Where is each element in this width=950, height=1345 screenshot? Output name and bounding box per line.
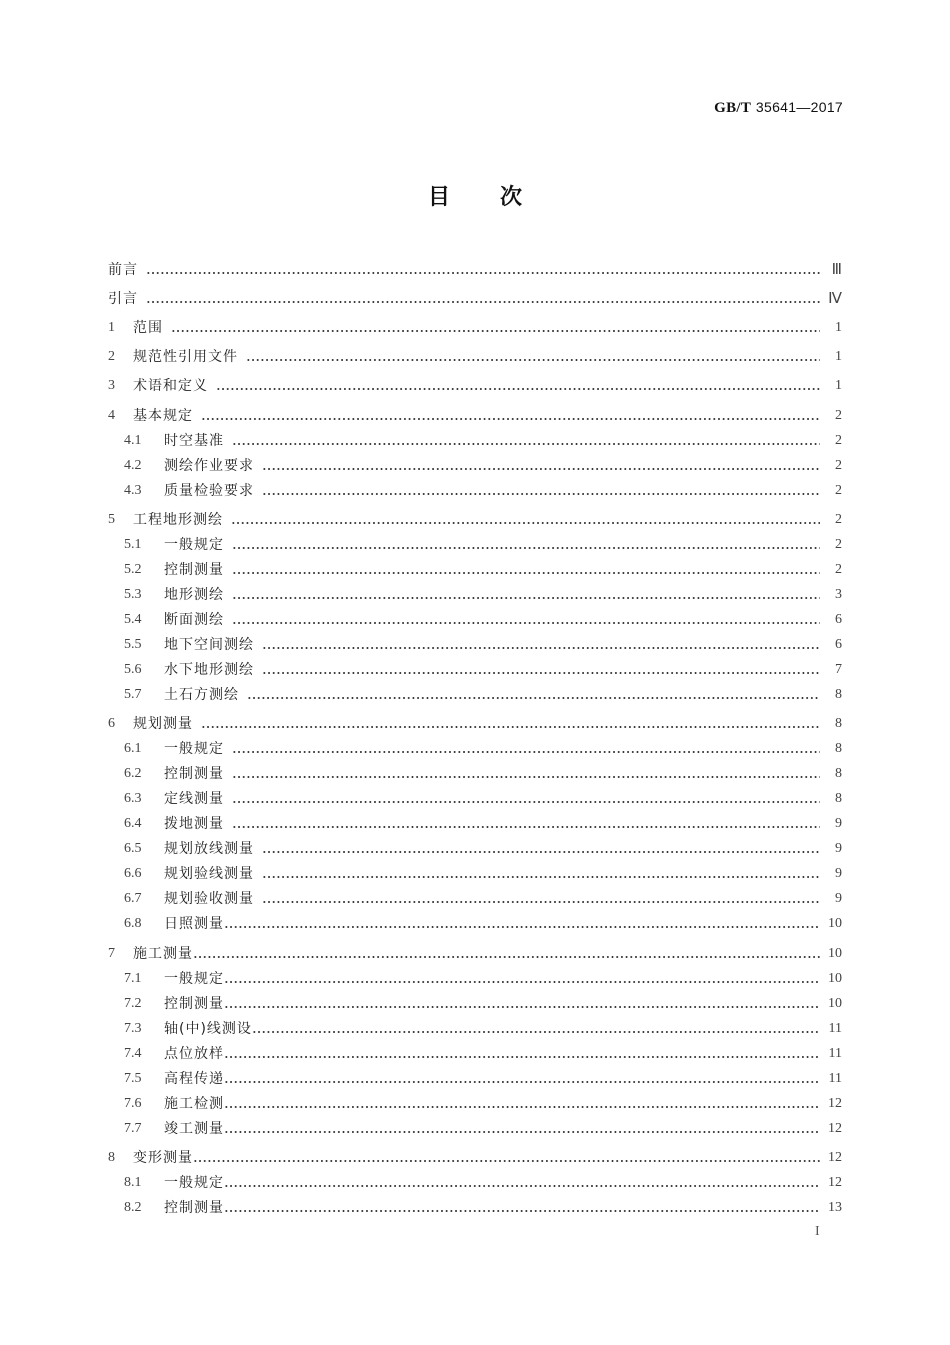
- toc-entry[interactable]: [108, 1043, 842, 1065]
- toc-entry[interactable]: [108, 863, 842, 885]
- toc-entry-number: 7.2: [124, 996, 142, 1011]
- toc-entry-number: 3: [108, 378, 115, 393]
- title-char-2: 次: [500, 185, 523, 210]
- standard-number: [714, 99, 843, 117]
- dot-leader: [224, 1118, 820, 1140]
- dot-leader: [262, 838, 820, 860]
- toc-entry[interactable]: [108, 584, 842, 606]
- toc-entry-label: 一般规定: [164, 537, 224, 553]
- toc-entry-page: 10: [828, 996, 842, 1011]
- toc-entry-page: 12: [828, 1150, 842, 1165]
- toc-entry-page: 12: [828, 1121, 842, 1136]
- dot-leader: [232, 559, 820, 581]
- toc-entry-page: 10: [828, 971, 842, 986]
- toc-entry-number: 5.3: [124, 587, 142, 602]
- toc-entry-number: 5.1: [124, 537, 142, 552]
- toc-entry-label: 定线测量: [164, 791, 224, 807]
- toc-entry-label: 施工检测: [164, 1096, 224, 1112]
- toc-entry-page: 2: [835, 483, 842, 498]
- toc-entry-number: 4.2: [124, 458, 142, 473]
- toc-entry[interactable]: [108, 813, 842, 835]
- toc-entry-label: 规划放线测量: [164, 841, 254, 857]
- dot-leader: [262, 863, 820, 885]
- toc-entry-label: 术语和定义: [133, 378, 208, 394]
- toc-entry-page: 2: [835, 458, 842, 473]
- toc-entry-label: 一般规定: [164, 1175, 224, 1191]
- toc-entry-number: 7.5: [124, 1071, 142, 1086]
- toc-entry-page: 2: [835, 537, 842, 552]
- toc-entry-number: 6: [108, 716, 115, 731]
- dot-leader: [224, 1197, 820, 1219]
- toc-entry-page: 10: [828, 946, 842, 961]
- toc-entry-label: 断面测绘: [164, 612, 224, 628]
- dot-leader: [171, 317, 820, 339]
- dot-leader: [246, 346, 820, 368]
- toc-entry-label: 一般规定: [164, 971, 224, 987]
- toc-entry-number: 6.3: [124, 791, 142, 806]
- toc-entry[interactable]: [108, 1118, 842, 1140]
- toc-entry[interactable]: [108, 888, 842, 910]
- dot-leader: [216, 375, 820, 397]
- toc-entry[interactable]: [108, 738, 842, 760]
- toc-entry-page: 12: [828, 1096, 842, 1111]
- toc-entry[interactable]: [108, 288, 842, 310]
- toc-entry-page: 6: [835, 637, 842, 652]
- toc-entry-page: 9: [835, 866, 842, 881]
- toc-entry[interactable]: [108, 1197, 842, 1219]
- toc-entry-page: 8: [835, 716, 842, 731]
- toc-entry-number: 4: [108, 408, 115, 423]
- toc-entry-label: 引言: [108, 291, 138, 307]
- toc-entry[interactable]: [108, 346, 842, 368]
- dot-leader: [224, 1068, 820, 1090]
- dot-leader: [193, 943, 820, 965]
- toc-entry[interactable]: [108, 1172, 842, 1194]
- toc-entry-number: 5.4: [124, 612, 142, 627]
- toc-entry-page: 2: [835, 512, 842, 527]
- toc-entry-label: 控制测量: [164, 766, 224, 782]
- toc-entry[interactable]: [108, 609, 842, 631]
- toc-entry-number: 7.6: [124, 1096, 142, 1111]
- toc-entry-page: Ⅲ: [831, 262, 842, 278]
- toc-entry[interactable]: [108, 317, 842, 339]
- dot-leader: [262, 634, 820, 656]
- dot-leader: [252, 1018, 820, 1040]
- toc-entry[interactable]: [108, 993, 842, 1015]
- toc-entry-page: 2: [835, 562, 842, 577]
- toc-entry-label: 规划测量: [133, 716, 193, 732]
- toc-entry-number: 6.2: [124, 766, 142, 781]
- toc-entry-label: 竣工测量: [164, 1121, 224, 1137]
- toc-entry-page: 6: [835, 612, 842, 627]
- toc-entry[interactable]: [108, 375, 842, 397]
- toc-entry-page: Ⅳ: [828, 291, 842, 307]
- toc-entry[interactable]: [108, 1018, 842, 1040]
- toc-entry[interactable]: [108, 559, 842, 581]
- toc-entry-label: 拨地测量: [164, 816, 224, 832]
- toc-entry[interactable]: [108, 684, 842, 706]
- toc-entry-label: 工程地形测绘: [133, 512, 223, 528]
- toc-entry-number: 6.7: [124, 891, 142, 906]
- toc-entry-page: 9: [835, 891, 842, 906]
- toc-entry[interactable]: [108, 534, 842, 556]
- toc-entry-page: 7: [835, 662, 842, 677]
- toc-entry-label: 施工测量: [133, 946, 193, 962]
- toc-entry-label: 范围: [133, 320, 163, 336]
- toc-entry-label: 规范性引用文件: [133, 349, 238, 365]
- toc-entry-number: 4.1: [124, 433, 142, 448]
- dot-leader: [224, 1172, 820, 1194]
- dot-leader: [247, 684, 820, 706]
- dot-leader: [231, 509, 820, 531]
- toc-entry-label: 规划验线测量: [164, 866, 254, 882]
- toc-entry-number: 6.8: [124, 916, 142, 931]
- toc-entry-page: 10: [828, 916, 842, 931]
- toc-entry-page: 8: [835, 791, 842, 806]
- toc-entry[interactable]: [108, 430, 842, 452]
- toc-entry[interactable]: [108, 480, 842, 502]
- toc-entry-number: 4.3: [124, 483, 142, 498]
- toc-entry-page: 13: [828, 1200, 842, 1215]
- dot-leader: [224, 968, 820, 990]
- toc-entry-number: 6.1: [124, 741, 142, 756]
- toc-entry[interactable]: [108, 259, 842, 281]
- dot-leader: [232, 534, 820, 556]
- toc-entry-page: 1: [835, 349, 842, 364]
- dot-leader: [146, 288, 820, 310]
- toc-entry-number: 5.5: [124, 637, 142, 652]
- toc-entry-number: 8.1: [124, 1175, 142, 1190]
- toc-entry-label: 规划验收测量: [164, 891, 254, 907]
- title-char-1: 目: [427, 185, 450, 210]
- toc-entry[interactable]: [108, 838, 842, 860]
- toc-entry-label: 时空基准: [164, 433, 224, 449]
- toc-entry-number: 5: [108, 512, 115, 527]
- toc-entry-number: 6.4: [124, 816, 142, 831]
- dot-leader: [224, 1093, 820, 1115]
- standard-code: 35641—2017: [755, 99, 843, 115]
- toc-entry-page: 11: [828, 1021, 842, 1036]
- dot-leader: [232, 609, 820, 631]
- dot-leader: [224, 913, 820, 935]
- toc-entry[interactable]: [108, 509, 842, 531]
- toc-entry-number: 8.2: [124, 1200, 142, 1215]
- standard-prefix: GB/T: [714, 100, 752, 116]
- toc-entry-number: 6.5: [124, 841, 142, 856]
- toc-entry-label: 水下地形测绘: [164, 662, 254, 678]
- toc-entry-label: 地形测绘: [164, 587, 224, 603]
- toc-entry[interactable]: [108, 634, 842, 656]
- toc-entry-number: 7.1: [124, 971, 142, 986]
- toc-entry[interactable]: [108, 968, 842, 990]
- dot-leader: [262, 888, 820, 910]
- dot-leader: [224, 1043, 820, 1065]
- toc-entry-page: 8: [835, 766, 842, 781]
- toc-entry-number: 2: [108, 349, 115, 364]
- toc-entry-page: 11: [828, 1046, 842, 1061]
- toc-entry[interactable]: [108, 455, 842, 477]
- dot-leader: [232, 813, 820, 835]
- toc-entry-page: 1: [835, 320, 842, 335]
- toc-entry-number: 5.6: [124, 662, 142, 677]
- toc-entry-label: 地下空间测绘: [164, 637, 254, 653]
- toc-entry[interactable]: [108, 713, 842, 735]
- toc-entry-page: 2: [835, 408, 842, 423]
- toc-entry-label: 高程传递: [164, 1071, 224, 1087]
- toc-entry[interactable]: [108, 1093, 842, 1115]
- toc-entry-label: 轴(中)线测设: [164, 1021, 252, 1037]
- toc-entry-number: 5.7: [124, 687, 142, 702]
- toc-entry-label: 控制测量: [164, 562, 224, 578]
- toc-entry-label: 土石方测绘: [164, 687, 239, 703]
- toc-entry-label: 测绘作业要求: [164, 458, 254, 474]
- toc-entry-label: 控制测量: [164, 1200, 224, 1216]
- toc-entry-page: 8: [835, 687, 842, 702]
- toc-entry-number: 8: [108, 1150, 115, 1165]
- dot-leader: [232, 763, 820, 785]
- toc-entry-label: 前言: [108, 262, 138, 278]
- dot-leader: [201, 405, 820, 427]
- toc-entry-page: 9: [835, 816, 842, 831]
- toc-entry-number: 6.6: [124, 866, 142, 881]
- toc-entry-label: 一般规定: [164, 741, 224, 757]
- dot-leader: [232, 738, 820, 760]
- toc-entry-label: 质量检验要求: [164, 483, 254, 499]
- toc-entry[interactable]: [108, 943, 842, 965]
- toc-entry[interactable]: [108, 763, 842, 785]
- dot-leader: [232, 584, 820, 606]
- toc-entry-number: 7: [108, 946, 115, 961]
- page-number: I: [815, 1224, 820, 1239]
- toc-entry-page: 3: [835, 587, 842, 602]
- toc-entry-page: 2: [835, 433, 842, 448]
- toc-entry-number: 7.3: [124, 1021, 142, 1036]
- dot-leader: [224, 993, 820, 1015]
- toc-entry-label: 控制测量: [164, 996, 224, 1012]
- dot-leader: [232, 430, 820, 452]
- dot-leader: [232, 788, 820, 810]
- toc-entry-label: 变形测量: [133, 1150, 193, 1166]
- toc-entry-page: 11: [828, 1071, 842, 1086]
- dot-leader: [201, 713, 820, 735]
- toc-entry-label: 基本规定: [133, 408, 193, 424]
- toc-entry[interactable]: [108, 659, 842, 681]
- toc-entry-number: 5.2: [124, 562, 142, 577]
- toc-entry[interactable]: [108, 405, 842, 427]
- toc-entry[interactable]: [108, 913, 842, 935]
- toc-entry-label: 点位放样: [164, 1046, 224, 1062]
- toc-entry-label: 日照测量: [164, 916, 224, 932]
- toc-entry-number: 1: [108, 320, 115, 335]
- toc-entry[interactable]: [108, 1147, 842, 1169]
- toc-entry-number: 7.4: [124, 1046, 142, 1061]
- dot-leader: [262, 455, 820, 477]
- dot-leader: [262, 659, 820, 681]
- dot-leader: [193, 1147, 820, 1169]
- toc-entry-page: 12: [828, 1175, 842, 1190]
- toc-entry[interactable]: [108, 1068, 842, 1090]
- toc-entry-page: 8: [835, 741, 842, 756]
- page-title: [0, 180, 950, 211]
- toc-entry-number: 7.7: [124, 1121, 142, 1136]
- dot-leader: [146, 259, 820, 281]
- dot-leader: [262, 480, 820, 502]
- toc-entry-page: 1: [835, 378, 842, 393]
- toc-entry-page: 9: [835, 841, 842, 856]
- toc-entry[interactable]: [108, 788, 842, 810]
